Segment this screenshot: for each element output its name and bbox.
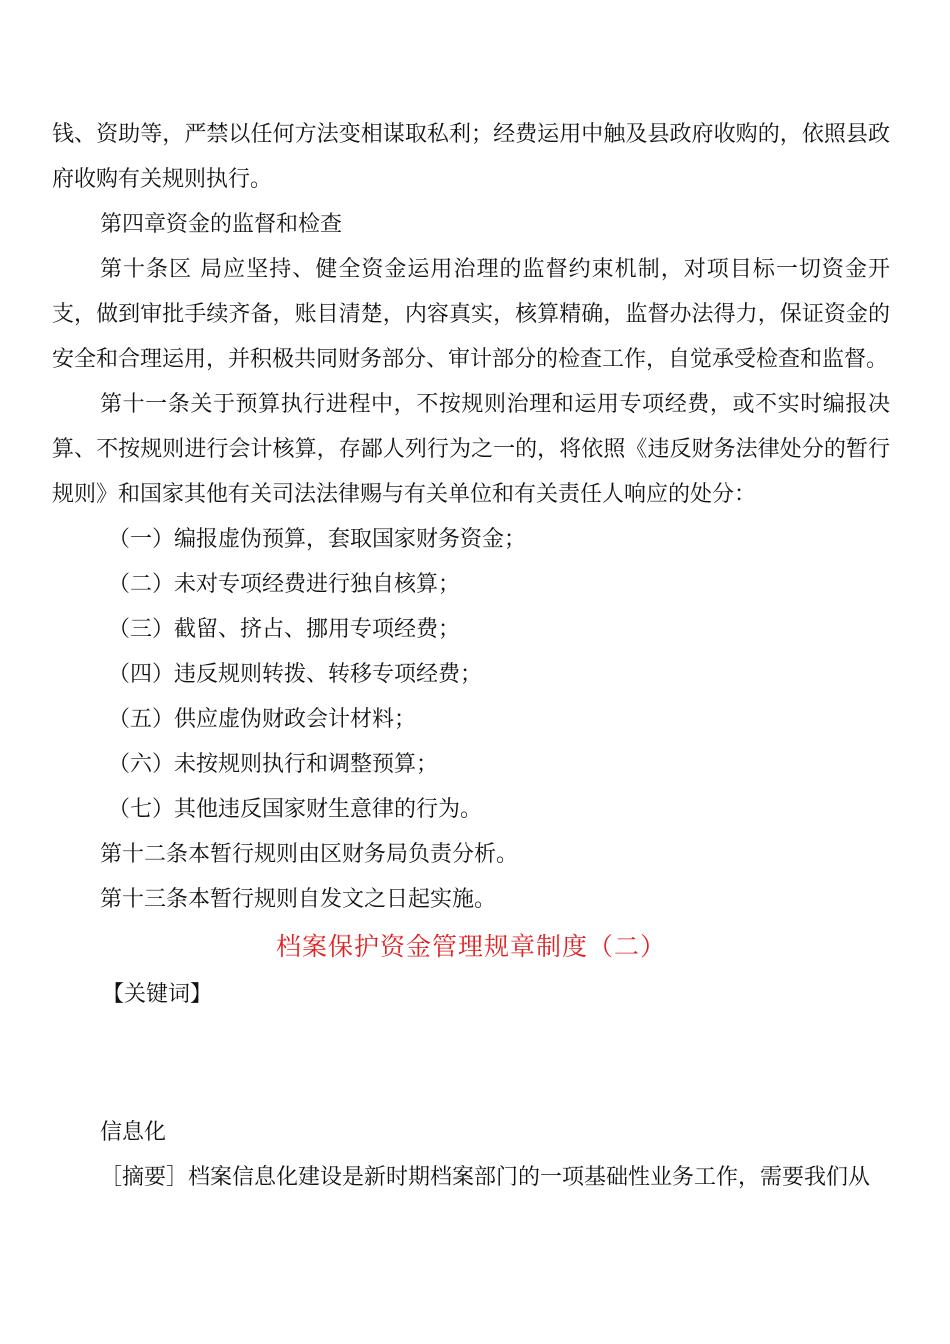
keyword-item: 信息化 bbox=[100, 1120, 167, 1145]
list-item: （一）编报虚伪预算，套取国家财务资金； bbox=[108, 527, 527, 552]
list-item: （五）供应虚伪财政会计材料； bbox=[108, 707, 417, 732]
article-12: 第十二条本暂行规则由区财务局负责分析。 bbox=[100, 842, 519, 867]
list-item: （六）未按规则执行和调整预算； bbox=[108, 752, 439, 777]
section-title: 档案保护资金管理规章制度（二） bbox=[275, 932, 666, 961]
list-item: （三）截留、挤占、挪用专项经费； bbox=[108, 617, 461, 642]
article-11: 第十一条关于预算执行进程中，不按规则治理和运用专项经费，或不实时编报决算、不按规则进行会计核算，存鄙人列行为之一的，将依照《违反财务法律处分的暂行规则》和国家其他有关司法法律赐与有关单位和有关责任人响应的处分： bbox=[52, 392, 890, 507]
list-item: （四）违反规则转拨、转移专项经费； bbox=[108, 662, 483, 687]
document-page bbox=[52, 112, 890, 1200]
chapter-heading: 第四章资金的监督和检查 bbox=[100, 212, 343, 237]
blank-space bbox=[52, 1017, 890, 1110]
keywords-label: 【关键词】 bbox=[102, 982, 213, 1007]
article-10: 第十条区 局应坚持、健全资金运用治理的监督约束机制，对项目标一切资金开支，做到审批手续齐备，账目清楚，内容真实，核算精确，监督办法得力，保证资金的安全和合理运用，并积极共同财务部分、审计部分的检查工作，自觉承受检查和监督。 bbox=[52, 257, 890, 372]
paragraph-funds-use: 钱、资助等，严禁以任何方法变相谋取私利；经费运用中触及县政府收购的，依照县政府收购有关规则执行。 bbox=[52, 122, 890, 192]
abstract-line: ［摘要］档案信息化建设是新时期档案部门的一项基础性业务工作，需要我们从 bbox=[100, 1165, 871, 1190]
article-13: 第十三条本暂行规则自发文之日起实施。 bbox=[100, 887, 497, 912]
list-item: （二）未对专项经费进行独自核算； bbox=[108, 572, 461, 597]
list-item: （七）其他违反国家财生意律的行为。 bbox=[108, 797, 483, 822]
